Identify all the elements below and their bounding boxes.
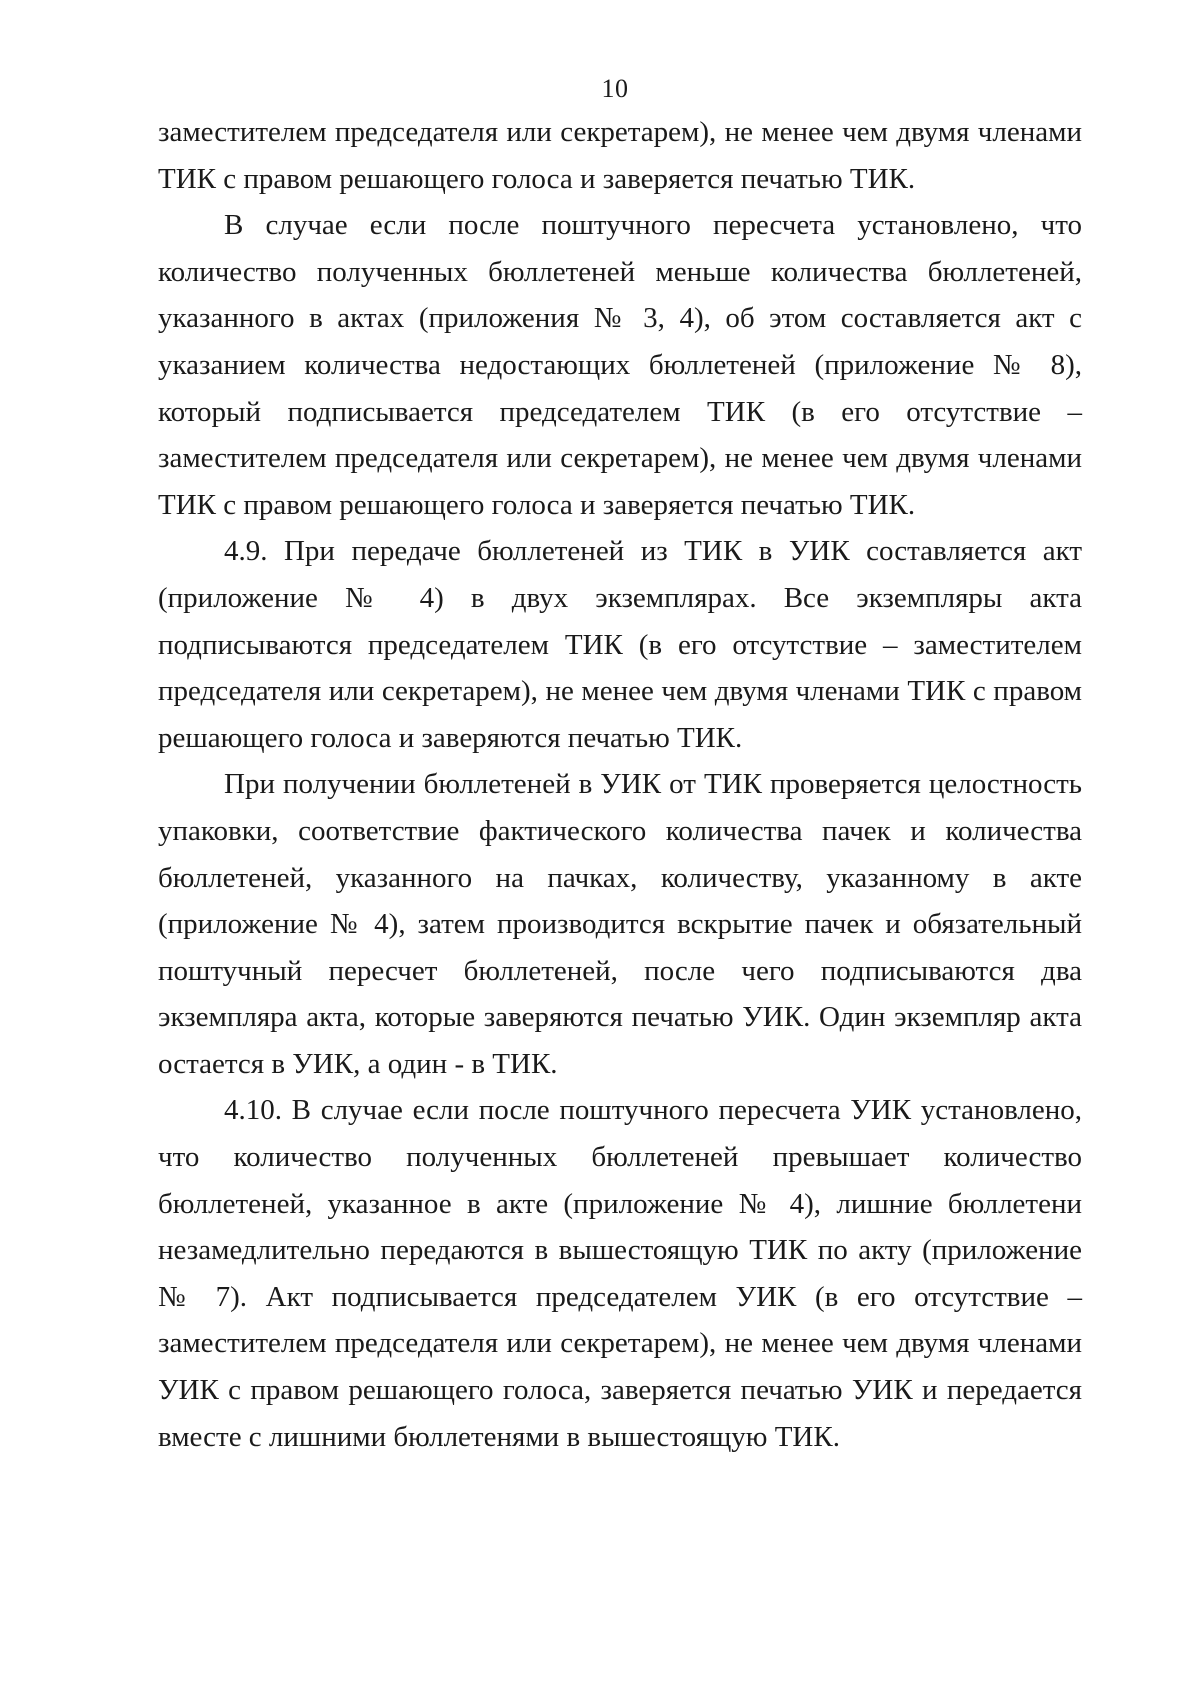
paragraph-4-9: 4.9. При передаче бюллетеней из ТИК в УИК составляется акт (приложение № 4) в двух экземплярах. Все экземпляры акта подписываются председателем ТИК (в его отсутствие – заместителем председателя или секретарем), не менее чем двумя членами ТИК с правом решающего голоса и заверяются печатью ТИК.	[158, 535, 1082, 754]
paragraph-receipt-check: При получении бюллетеней в УИК от ТИК проверяется целостность упаковки, соответствие фактического количества пачек и количества бюллетеней, указанного на пачках, количеству, указанному в акте (приложение № 4), затем производится вскрытие пачек и обязательный поштучный пересчет бюллетеней, после чего подписываются два экземпляра акта, которые заверяются печатью УИК. Один экземпляр акта остается в УИК, а один - в ТИК.	[158, 768, 1082, 1080]
paragraph-4-10: 4.10. В случае если после поштучного пересчета УИК установлено, что количество полученных бюллетеней превышает количество бюллетеней, указанное в акте (приложение № 4), лишние бюллетени незамедлительно передаются в вышестоящую ТИК по акту (приложение № 7). Акт подписывается председателем УИК (в его отсутствие – заместителем председателя или секретарем), не менее чем двумя членами УИК с правом решающего голоса, заверяется печатью УИК и передается вместе с лишними бюллетенями в вышестоящую ТИК.	[158, 1094, 1082, 1453]
paragraph-continuation: заместителем председателя или секретарем), не менее чем двумя членами ТИК с правом решающего голоса и заверяется печатью ТИК.	[158, 116, 1082, 195]
paragraph-missing-ballots: В случае если после поштучного пересчета установлено, что количество полученных бюллетеней меньше количества бюллетеней, указанного в актах (приложения № 3, 4), об этом составляется акт с указанием количества недостающих бюллетеней (приложение № 8), который подписывается председателем ТИК (в его отсутствие – заместителем председателя или секретарем), не менее чем двумя членами ТИК с правом решающего голоса и заверяется печатью ТИК.	[158, 209, 1082, 521]
page-number: 10	[601, 74, 629, 103]
document-body	[158, 109, 1082, 1460]
